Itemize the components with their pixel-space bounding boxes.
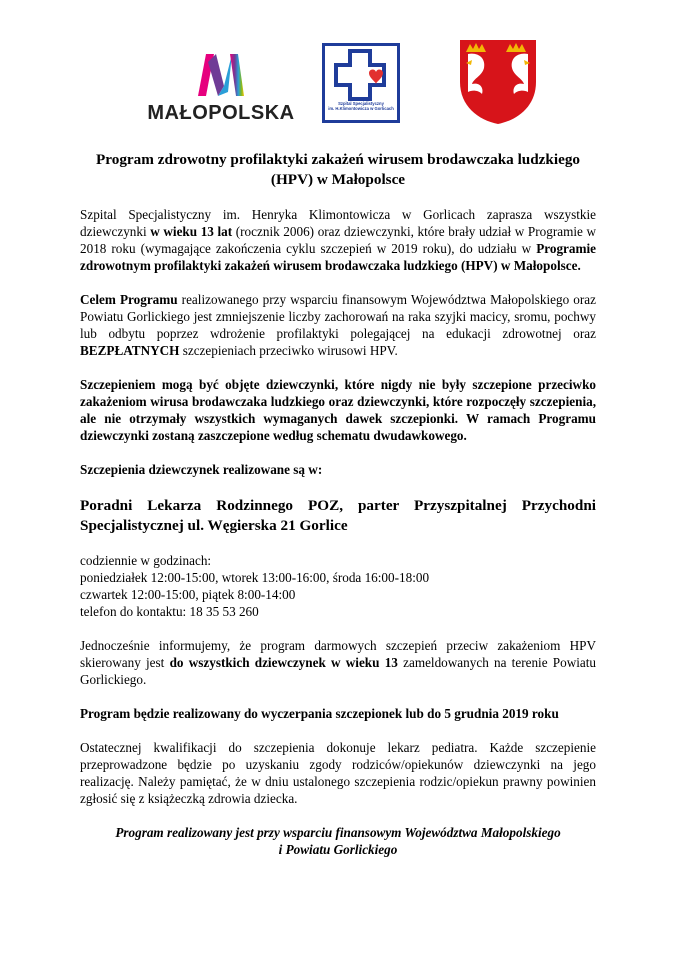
- intro-paragraph: [80, 206, 596, 274]
- goal-bold-1: Celem Programu: [80, 292, 178, 307]
- opening-hours: [80, 552, 596, 620]
- intro-text-2: (rocznik 2006) oraz dziewczynki, które brały udział w Programie w 2018 roku (wymagające zakończenia cyklu szczepień w 2019 roku), do udziału w: [80, 224, 596, 256]
- hours-line-2: poniedziałek 12:00-15:00, wtorek 13:00-16:00, środa 16:00-18:00: [80, 570, 430, 585]
- eligibility-paragraph: Szczepieniem mogą być objęte dziewczynki, które nigdy nie były szczepione przeciwko zakażeniom wirusa brodawczaka ludzkiego oraz dziewczynki, które rozpoczęły szczepienia, ale nie otrzymały wszystkich wymaganych dawek szczepionki. W ramach Programu dziewczynki zostaną zaszczepione według schematu dwudawkowego.: [80, 377, 596, 443]
- goal-text-1: realizowanego przy wsparciu finansowym Województwa Małopolskiego oraz Powiatu Gorlickiego jest zmniejszenie liczby zachorowań na raka szyjki macicy, sromu, pochwy lub odbytu poprzez wdrożenie profilaktyki polegającej na edukacji zdrowotnej oraz: [80, 292, 596, 341]
- hospital-cross-icon: [322, 43, 400, 123]
- info-text-1: Jednocześnie informujemy, że program darmowych szczepień przeciw zakażeniom HPV skierowany jest: [80, 638, 596, 670]
- location-intro: Szczepienia dziewczynek realizowane są w:: [80, 462, 323, 477]
- document-body: [80, 150, 596, 858]
- funding-footer: [80, 824, 596, 858]
- intro-text-1: Szpital Specjalistyczny im. Henryka Klimontowicza w Gorlicach zaprasza wszystkie dziewczynki: [80, 207, 596, 239]
- malopolska-m-icon: [196, 52, 246, 98]
- info-bold-1: do wszystkich dziewczynek w wieku 13: [169, 655, 398, 670]
- eagle-crest-icon: [458, 38, 538, 126]
- hospital-logo: [322, 43, 400, 123]
- contact-phone: telefon do kontaktu: 18 35 53 260: [80, 604, 259, 619]
- footer-line-1: Program realizowany jest przy wsparciu finansowym Województwa Małopolskiego: [115, 825, 561, 840]
- info-paragraph: [80, 637, 596, 688]
- document-title: Program zdrowotny profilaktyki zakażeń wirusem brodawczaka ludzkiego (HPV) w Małopolsce: [95, 151, 581, 188]
- coat-of-arms-logo: [458, 38, 538, 126]
- intro-bold-2: Programie zdrowotnym profilaktyki zakażeń wirusem brodawczaka ludzkiego (HPV) w Małopolsce.: [80, 241, 596, 273]
- deadline-paragraph: Program będzie realizowany do wyczerpania szczepionek lub do 5 grudnia 2019 roku: [80, 706, 559, 721]
- goal-text-2: szczepieniach przeciwko wirusowi HPV.: [179, 343, 398, 358]
- malopolska-wordmark: MAŁOPOLSKA: [147, 102, 295, 124]
- malopolska-logo: [146, 52, 296, 122]
- hospital-logo-line2: im. H.Klimontowicza w Gorlicach: [328, 106, 394, 111]
- intro-bold-1: w wieku 13 lat: [150, 224, 233, 239]
- goal-bold-2: BEZPŁATNYCH: [80, 343, 180, 358]
- footer-line-2: i Powiatu Gorlickiego: [278, 842, 398, 857]
- clinic-address: Poradni Lekarza Rodzinnego POZ, parter Przyszpitalnej Przychodni Specjalistycznej ul. Węgierska 21 Gorlice: [80, 497, 596, 534]
- qualification-paragraph: Ostatecznej kwalifikacji do szczepienia dokonuje lekarz pediatra. Każde szczepienie przeprowadzone będzie po uzyskaniu zgody rodziców/opiekunów dziewczynki na jego realizację. Należy pamiętać, że w dniu ustalonego szczepienia rodzic/opiekun prawny powinien zgłosić się z książeczką zdrowia dziecka.: [80, 740, 596, 806]
- info-text-2: zameldowanych na terenie Powiatu Gorlickiego.: [80, 655, 597, 687]
- goal-paragraph: [80, 291, 596, 359]
- hours-line-3: czwartek 12:00-15:00, piątek 8:00-14:00: [80, 587, 296, 602]
- hours-line-1: codziennie w godzinach:: [80, 553, 212, 568]
- hospital-logo-line1: Szpital Specjalistyczny: [338, 101, 384, 106]
- hospital-logo-text: [328, 101, 394, 111]
- logos-header: [0, 38, 676, 128]
